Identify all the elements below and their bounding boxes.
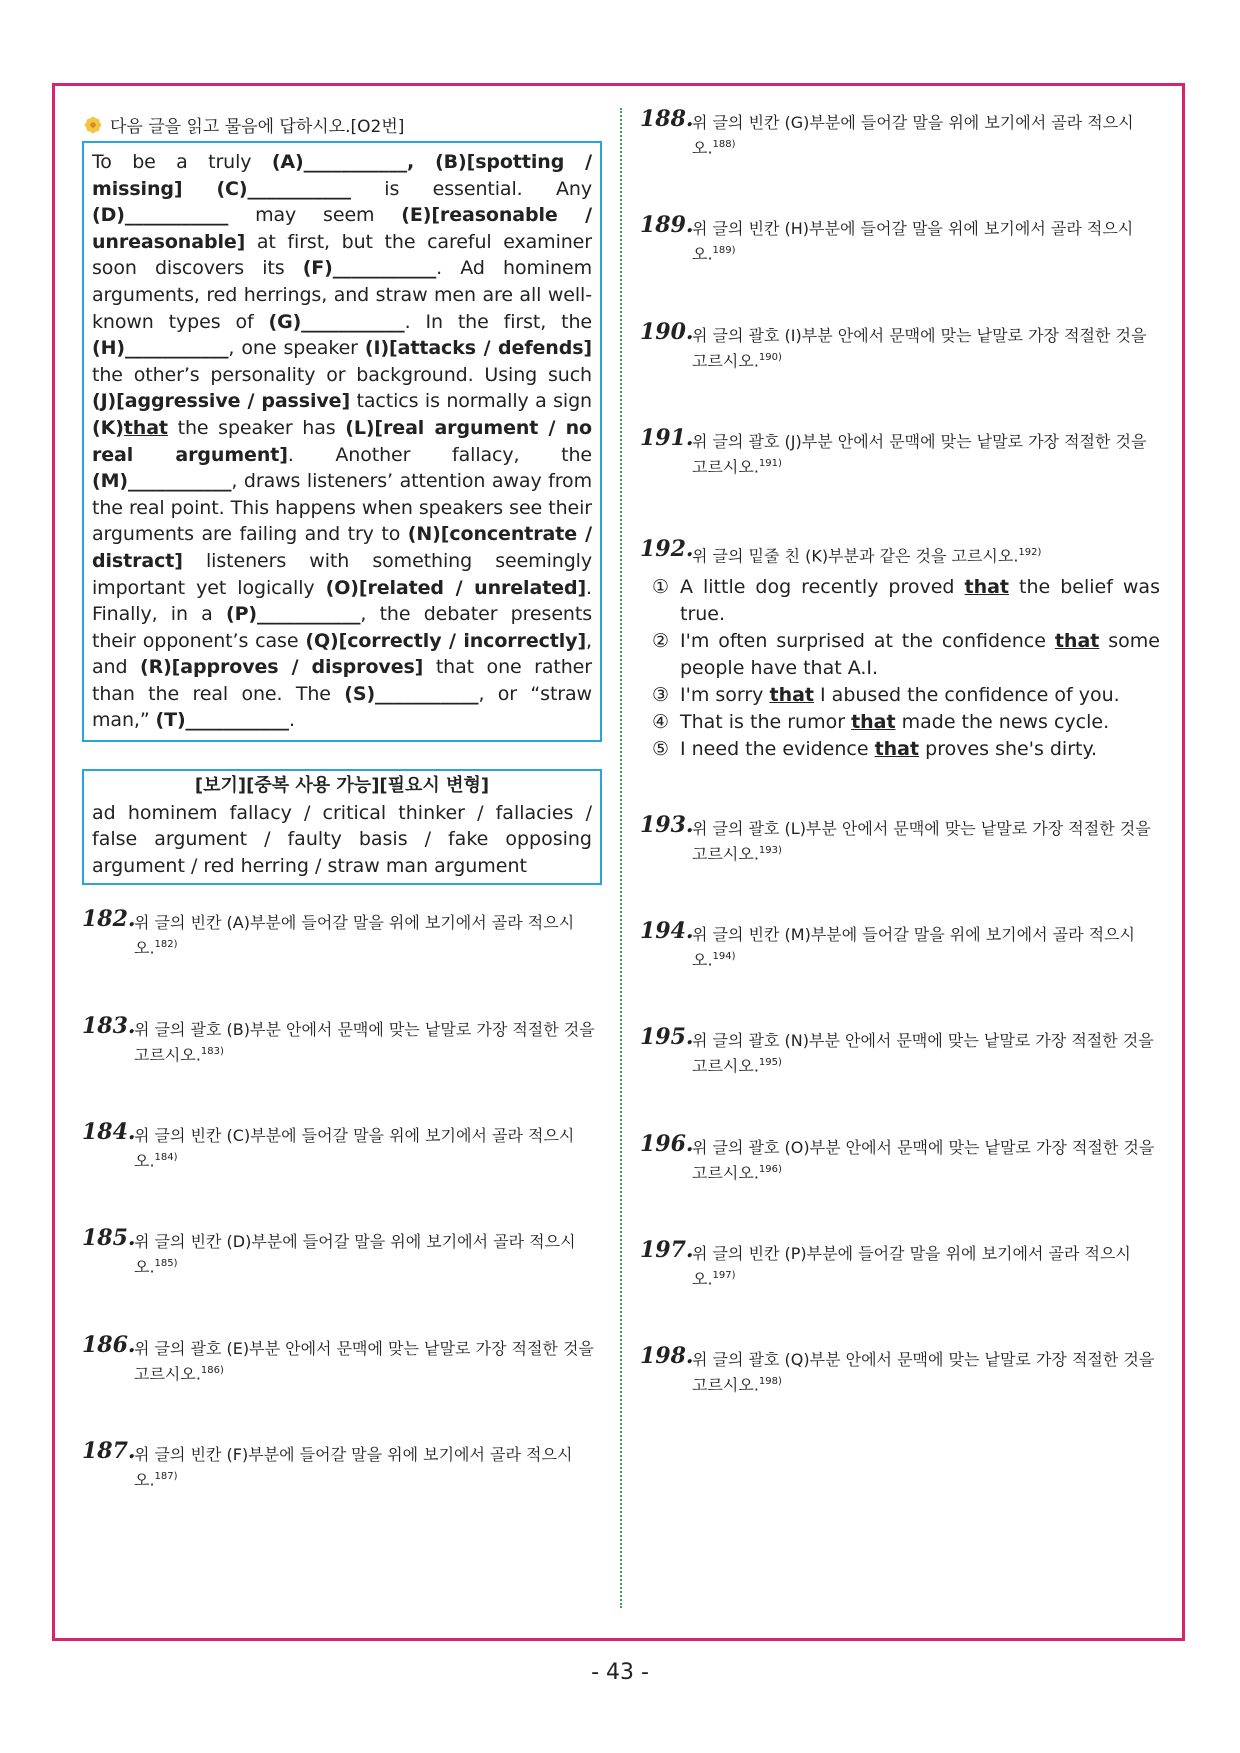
- passage-text: listeners with something seemingly important yet logically: [92, 549, 592, 599]
- page-number: - 43 -: [591, 1660, 649, 1685]
- question-number: 194.: [640, 917, 694, 944]
- question-text: 위 글의 빈칸 (C)부분에 들어갈 말을 위에 보기에서 골라 적으시오.: [134, 1126, 575, 1171]
- question-text: 위 글의 괄호 (E)부분 안에서 문맥에 맞는 낱말로 가장 적절한 것을 고르시오.: [134, 1338, 594, 1384]
- passage-blank: (E)[reasonable / unreasonable]: [92, 204, 592, 253]
- question-item: [82, 1225, 602, 1278]
- passage-blank: (A)___________, (B)[spotting / missing] (C)___________: [92, 151, 593, 200]
- passage-blank: (O)[related / unrelated]: [325, 576, 587, 599]
- word-bank-title: [보기][중복 사용 가능][필요시 변형]: [194, 775, 490, 797]
- question-ref: 185): [154, 1258, 178, 1270]
- question-number: 188.: [640, 106, 694, 132]
- question-text: 위 글의 괄호 (J)부분 안에서 문맥에 맞는 낱말로 가장 적절한 것을 고르시오.: [692, 431, 1147, 477]
- question-number: 186.: [82, 1331, 136, 1358]
- reading-passage: [82, 141, 602, 742]
- question-ref: 191): [758, 457, 782, 469]
- passage-blank: (N)[concentrate / distract]: [92, 523, 592, 572]
- question-text: 위 글의 빈칸 (M)부분에 들어갈 말을 위에 보기에서 골라 적으시오.: [692, 924, 1136, 970]
- answer-option[interactable]: [652, 574, 1160, 628]
- option-text-post: the belief was true.: [680, 575, 1160, 625]
- passage-blank: (Q)[correctly / incorrectly]: [305, 629, 587, 652]
- column-divider: [620, 108, 622, 1608]
- question-number: 195.: [640, 1024, 694, 1051]
- passage-blank: (R)[approves / disproves]: [139, 656, 424, 679]
- question-text: 위 글의 괄호 (N)부분 안에서 문맥에 맞는 낱말로 가장 적절한 것을 고르시오.: [692, 1031, 1154, 1076]
- question-number: 185.: [82, 1225, 136, 1252]
- instruction-text: 다음 글을 읽고 물음에 답하시오.[O2번]: [110, 117, 405, 137]
- answer-option[interactable]: [652, 628, 1160, 682]
- question-text: 위 글의 괄호 (L)부분 안에서 문맥에 맞는 낱말로 가장 적절한 것을 고르시오.: [692, 818, 1151, 863]
- question-number: 191.: [640, 424, 694, 451]
- question-text: 위 글의 빈칸 (G)부분에 들어갈 말을 위에 보기에서 골라 적으시오.: [692, 113, 1134, 158]
- option-text-pre: That is the rumor: [680, 710, 852, 733]
- instruction-line: [84, 112, 602, 137]
- question-item: [640, 1343, 1160, 1396]
- question-ref: 194): [712, 950, 736, 962]
- passage-text: , or “straw man,”: [92, 682, 592, 732]
- flower-icon: [84, 116, 102, 134]
- question-number: 184.: [82, 1119, 136, 1146]
- question-ref: 193): [758, 844, 782, 856]
- passage-blank: (H)___________: [92, 337, 229, 360]
- question-text: 위 글의 빈칸 (A)부분에 들어갈 말을 위에 보기에서 골라 적으시오.: [134, 913, 575, 958]
- passage-blank: (P)___________: [225, 603, 361, 626]
- question-ref: 184): [154, 1152, 178, 1164]
- passage-text: . Ad hominem arguments, red herrings, and straw men are all well-known types of: [92, 257, 592, 333]
- question-item: [640, 212, 1160, 265]
- question-number: 183.: [82, 1012, 136, 1039]
- option-text: [680, 628, 1160, 682]
- option-mark: ⑤: [652, 737, 670, 760]
- option-text-pre: I'm often surprised at the confidence: [680, 629, 1055, 652]
- question-ref: 197): [712, 1269, 736, 1281]
- question-number: 193.: [640, 811, 694, 838]
- passage-text: tactics is normally a sign: [350, 390, 593, 413]
- passage-underlined: that: [123, 416, 168, 439]
- question-number: 192.: [640, 536, 694, 563]
- answer-option[interactable]: [652, 709, 1160, 736]
- question-ref: 190): [758, 351, 782, 363]
- passage-blank: (K): [92, 416, 124, 439]
- question-number: 187.: [82, 1438, 136, 1465]
- question-text: 위 글의 빈칸 (H)부분에 들어갈 말을 위에 보기에서 골라 적으시오.: [692, 219, 1134, 264]
- passage-text: at first, but the careful examiner soon discovers its: [92, 230, 592, 280]
- passage-blank: (G)___________: [268, 310, 405, 333]
- option-underlined-word: that: [851, 710, 896, 733]
- question-item: [640, 1130, 1160, 1184]
- question-ref: 183): [200, 1045, 224, 1057]
- passage-blank: (J)[aggressive / passive]: [92, 390, 351, 413]
- passage-text: may seem: [228, 204, 402, 227]
- question-item: [82, 1012, 602, 1066]
- question-item: [640, 917, 1160, 971]
- question-list-right-top: [640, 106, 1160, 478]
- question-item: [640, 424, 1160, 478]
- question-ref: 182): [154, 939, 178, 951]
- option-underlined-word: that: [964, 575, 1010, 598]
- question-item: [82, 1119, 602, 1172]
- question-text: 위 글의 빈칸 (P)부분에 들어갈 말을 위에 보기에서 골라 적으시오.: [692, 1243, 1131, 1289]
- option-text: [680, 682, 1160, 709]
- option-text-post: proves she's dirty.: [919, 737, 1098, 760]
- passage-text: is essential. Any: [350, 177, 592, 200]
- passage-blank: (T)___________: [155, 709, 289, 732]
- option-text-pre: I need the evidence: [680, 737, 875, 760]
- passage-blank: (F)___________: [302, 257, 437, 280]
- question-text: 위 글의 괄호 (Q)부분 안에서 문맥에 맞는 낱말로 가장 적절한 것을 고르시오.: [692, 1350, 1155, 1395]
- question-number: 196.: [640, 1130, 694, 1157]
- question-number: 197.: [640, 1236, 694, 1263]
- passage-text: that one rather than the real one. The: [92, 656, 592, 705]
- question-item: [82, 906, 602, 959]
- option-underlined-word: that: [1054, 629, 1100, 652]
- question-list-left: [82, 906, 602, 1491]
- passage-text: , and: [92, 629, 592, 679]
- passage-blank: (L)[real argument / no real argument]: [92, 416, 593, 466]
- passage-text: To be a truly: [92, 151, 272, 173]
- passage-text: the speaker has: [167, 416, 346, 439]
- question-number: 190.: [640, 318, 694, 345]
- answer-option[interactable]: [652, 736, 1160, 763]
- option-mark: ①: [652, 575, 670, 598]
- option-text-pre: A little dog recently proved: [680, 575, 965, 598]
- passage-blank: (S)___________: [344, 682, 479, 705]
- option-underlined-word: that: [874, 737, 920, 760]
- question-text: 위 글의 밑줄 친 (K)부분과 같은 것을 고르시오.: [692, 546, 1019, 566]
- passage-text: , the debater presents their opponent’s case: [92, 603, 592, 652]
- question-item: [640, 1024, 1160, 1077]
- question-item: [640, 811, 1160, 865]
- question-ref: 189): [712, 245, 736, 257]
- passage-text: . In the first, the: [404, 310, 592, 333]
- passage-blank: (I)[attacks / defends]: [364, 337, 592, 360]
- option-text: [680, 736, 1160, 763]
- question-ref: 198): [758, 1376, 782, 1388]
- question-item: [640, 318, 1160, 372]
- question-192: [640, 536, 1160, 567]
- answer-option[interactable]: [652, 682, 1160, 709]
- option-text: [680, 709, 1160, 736]
- option-underlined-word: that: [769, 683, 814, 706]
- question-ref: 188): [712, 139, 736, 150]
- passage-text: . Another fallacy, the: [287, 443, 592, 466]
- passage-text: , one speaker: [228, 337, 365, 360]
- right-column: [640, 106, 1160, 1397]
- option-text-pre: I'm sorry: [680, 683, 770, 706]
- question-item: [640, 106, 1160, 159]
- question-number: 198.: [640, 1343, 694, 1370]
- question-number: 182.: [82, 906, 136, 933]
- word-bank-box: [82, 769, 602, 885]
- question-text: 위 글의 빈칸 (D)부분에 들어갈 말을 위에 보기에서 골라 적으시오.: [134, 1232, 576, 1277]
- option-mark: ②: [652, 629, 670, 652]
- option-text-post: some people have that A.I.: [680, 629, 1160, 679]
- question-item: [82, 1438, 602, 1491]
- question-ref: 195): [758, 1057, 782, 1069]
- option-text: [680, 574, 1160, 628]
- question-text: 위 글의 빈칸 (F)부분에 들어갈 말을 위에 보기에서 골라 적으시오.: [134, 1445, 573, 1490]
- left-column: [82, 112, 602, 1491]
- question-number: 189.: [640, 212, 694, 239]
- passage-text: the other’s personality or background. Using such: [92, 363, 592, 386]
- question-text: 위 글의 괄호 (I)부분 안에서 문맥에 맞는 낱말로 가장 적절한 것을 고르시오.: [692, 325, 1147, 370]
- option-text-post: made the news cycle.: [895, 710, 1110, 733]
- question-ref: 187): [154, 1471, 178, 1483]
- question-ref: 196): [758, 1163, 782, 1175]
- word-bank-words: ad hominem fallacy / critical thinker / fallacies / false argument / faulty basis / fake opposing argument / red herring / straw man argument: [92, 801, 592, 877]
- question-ref: 192): [1018, 547, 1042, 559]
- question-192-options: [640, 574, 1160, 763]
- question-item: [82, 1331, 602, 1385]
- passage-blank: (M)___________: [92, 470, 232, 493]
- question-text: 위 글의 괄호 (O)부분 안에서 문맥에 맞는 낱말로 가장 적절한 것을 고르시오.: [692, 1137, 1155, 1182]
- passage-text: , draws listeners’ attention away from the real point. This happens when speakers see their arguments are failing and try to: [92, 470, 592, 546]
- question-list-right-bottom: [640, 811, 1160, 1397]
- passage-text: . Finally, in a: [92, 576, 592, 626]
- question-text: 위 글의 괄호 (B)부분 안에서 문맥에 맞는 낱말로 가장 적절한 것을 고르시오.: [134, 1019, 595, 1065]
- passage-text: .: [288, 709, 295, 732]
- option-mark: ④: [652, 710, 670, 733]
- passage-blank: (D)___________: [92, 204, 229, 227]
- question-item: [640, 1236, 1160, 1290]
- option-mark: ③: [652, 683, 670, 706]
- option-text-post: I abused the confidence of you.: [814, 683, 1120, 706]
- question-ref: 186): [200, 1364, 224, 1376]
